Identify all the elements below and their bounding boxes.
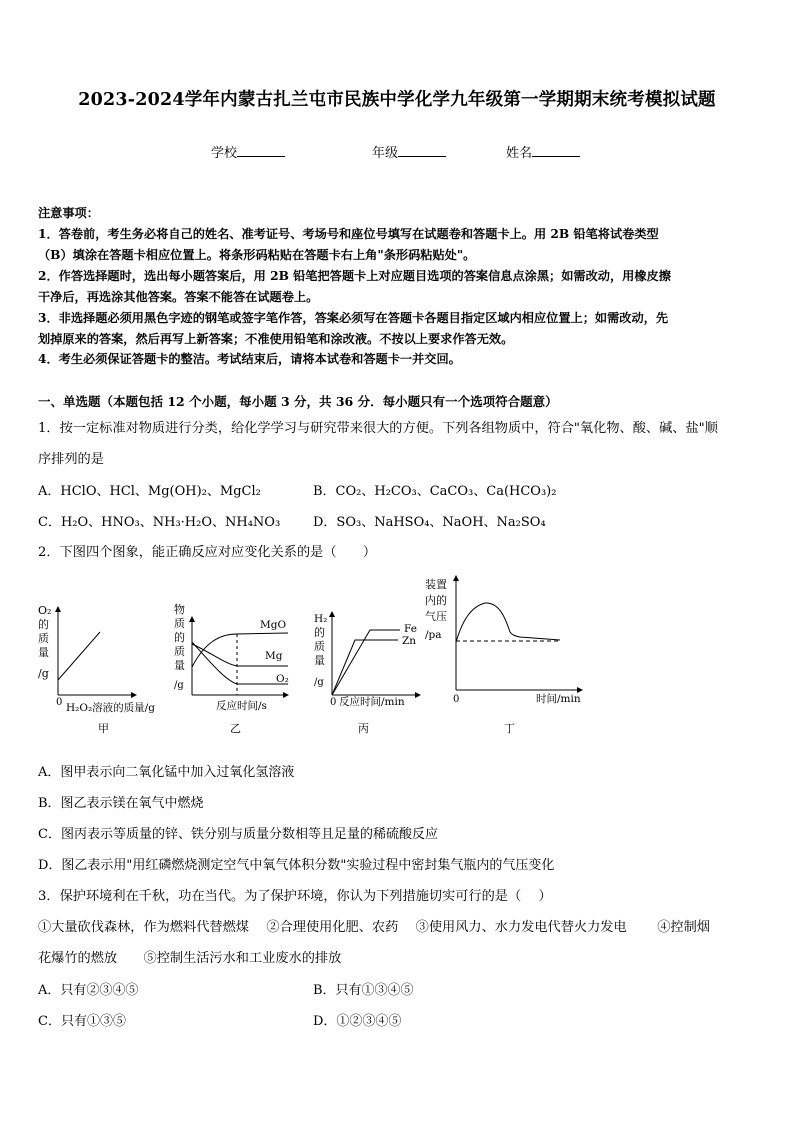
name-blank[interactable]: [532, 144, 580, 157]
school-blank[interactable]: [237, 144, 285, 157]
graph2-caption: 乙: [230, 722, 241, 735]
notice-line: 3．非选择题必须用黑色字迹的钢笔或签字笔作答，答案必须写在答题卡各题目指定区域内相应位置上；如需改动，先: [38, 311, 669, 325]
q1-stem-cont: 序排列的是: [38, 452, 104, 467]
q3-option-a[interactable]: A．只有②③④⑤: [38, 983, 139, 998]
graph3-curve-zn: [332, 640, 398, 695]
graph2-label-mgo: MgO: [260, 619, 287, 631]
graph3-ylabel: 的: [314, 626, 325, 639]
graph3-ylabel: H₂: [314, 613, 328, 625]
graph4-ylabel: 装置: [425, 578, 447, 591]
notice-line: （B）填涂在答题卡相应位置上。将条形码粘贴在答题卡右上角"条形码粘贴处"。: [38, 248, 476, 262]
graph4-ylabel: /pa: [425, 629, 442, 641]
graph2-ylabel: 质: [174, 617, 185, 630]
graph4-curve: [456, 603, 560, 642]
graph3-origin: 0: [330, 697, 337, 708]
graph3-ylabel: /g: [314, 677, 324, 688]
graph1-ylabel: O₂: [38, 604, 52, 617]
graph4-ylabel: 气压: [425, 610, 447, 623]
notice-heading: 注意事项：: [38, 206, 99, 220]
graph2-ylabel: /g: [174, 680, 184, 691]
graph4-ylabel: 内的: [425, 594, 447, 607]
graph2-ylabel: 量: [174, 659, 185, 672]
q3-stem: 3．保护环境利在千秋，功在当代。为了保护环境，你认为下列措施切实可行的是（ ）: [38, 889, 552, 904]
graph2-ylabel: 物: [174, 603, 185, 616]
graph3-ylabel: 量: [314, 654, 325, 667]
graph3-label-fe: Fe: [404, 623, 417, 635]
school-label: 学校: [211, 146, 238, 161]
q3-items-cont: 花爆竹的燃放 ⑤控制生活污水和工业废水的排放: [38, 951, 342, 966]
q1-option-b[interactable]: B．CO₂、H₂CO₃、CaCO₃、Ca(HCO₃)₂: [313, 484, 557, 499]
q3-option-d[interactable]: D．①②③④⑤: [313, 1014, 402, 1029]
graph3-xlabel: 反应时间/min: [339, 696, 405, 708]
q2-option-a[interactable]: A．图甲表示向二氧化锰中加入过氧化氢溶液: [38, 765, 295, 780]
graph3-ylabel: 质: [314, 640, 325, 653]
q1-stem: 1．按一定标准对物质进行分类，给化学学习与研究带来很大的方便。下列各组物质中，符合"氧化物、酸、碱、盐"顺: [38, 421, 718, 436]
q3-option-b[interactable]: B．只有①③④⑤: [313, 983, 414, 998]
q3-items: ①大量砍伐森林，作为燃料代替燃煤 ②合理使用化肥、农药 ③使用风力、水力发电代替火力发电 ④控制烟: [38, 920, 710, 935]
graph2-ylabel: 的: [174, 631, 185, 644]
graph4-xlabel: 时间/min: [536, 693, 581, 705]
name-field[interactable]: [506, 142, 580, 161]
graph2-xlabel: 反应时间/s: [216, 700, 267, 712]
graph1-ylabel: 量: [38, 646, 49, 659]
notice-line: 1．答卷前，考生务必将自己的姓名、准考证号、考场号和座位号填写在试题卷和答题卡上。用 2B 铅笔将试卷类型: [38, 227, 659, 241]
q1-option-d[interactable]: D．SO₃、NaHSO₄、NaOH、Na₂SO₄: [313, 515, 546, 530]
graph2-ylabel: 质: [174, 645, 185, 658]
graph1-ylabel: 的: [38, 618, 49, 631]
graph1-origin: 0: [56, 697, 63, 708]
graph4-origin: 0: [453, 694, 460, 705]
graph2-label-o2: O₂: [276, 673, 289, 685]
school-field[interactable]: [211, 142, 285, 161]
name-label: 姓名: [506, 146, 533, 161]
grade-blank[interactable]: [398, 144, 446, 157]
graph2-curve-o2: [192, 642, 288, 684]
section-heading: 一、单选题（本题包括 12 个小题，每小题 3 分，共 36 分．每小题只有一个选项符合题意）: [38, 394, 558, 409]
grade-field[interactable]: [372, 142, 446, 161]
graph1-ylabel: /g: [38, 667, 49, 680]
q2-option-b[interactable]: B．图乙表示镁在氧气中燃烧: [38, 796, 204, 811]
q1-option-a[interactable]: A．HClO、HCl、Mg(OH)₂、MgCl₂: [38, 484, 261, 499]
graph1-line: [58, 632, 100, 680]
notice-line: 干净后，再选涂其他答案。答案不能答在试题卷上。: [38, 290, 319, 304]
graph1-ylabel: 质: [38, 632, 49, 645]
graph3-label-zn: Zn: [402, 635, 417, 647]
graph3-caption: 丙: [358, 722, 369, 735]
graph4-caption: 丁: [504, 722, 515, 735]
q2-figure: [30, 572, 600, 742]
page-title: 2023-2024学年内蒙古扎兰屯市民族中学化学九年级第一学期期末统考模拟试题: [78, 90, 716, 110]
notice-line: 2．作答选择题时，选出每小题答案后，用 2B 铅笔把答题卡上对应题目选项的答案信息点涂黑；如需改动，用橡皮擦: [38, 269, 671, 283]
q2-option-d[interactable]: D．图乙表示用"用红磷燃烧测定空气中氧气体积分数"实验过程中密封集气瓶内的气压变化: [38, 858, 555, 873]
graph1-caption: 甲: [98, 722, 109, 735]
graph1-xlabel: H₂O₂溶液的质量/g: [66, 702, 155, 714]
graph2-label-mg: Mg: [265, 650, 283, 662]
q3-option-c[interactable]: C．只有①③⑤: [38, 1014, 126, 1029]
q2-stem: 2．下图四个图象，能正确反应对应变化关系的是（ ）: [38, 545, 377, 560]
notice-line: 划掉原来的答案，然后再写上新答案；不准使用铅笔和涂改液。不按以上要求作答无效。: [38, 332, 514, 346]
notice-line: 4．考生必须保证答题卡的整洁。考试结束后，请将本试卷和答题卡一并交回。: [38, 352, 461, 366]
q2-option-c[interactable]: C．图丙表示等质量的锌、铁分别与质量分数相等且足量的稀硫酸反应: [38, 827, 438, 842]
grade-label: 年级: [372, 146, 399, 161]
q1-option-c[interactable]: C．H₂O、HNO₃、NH₃·H₂O、NH₄NO₃: [38, 515, 281, 530]
